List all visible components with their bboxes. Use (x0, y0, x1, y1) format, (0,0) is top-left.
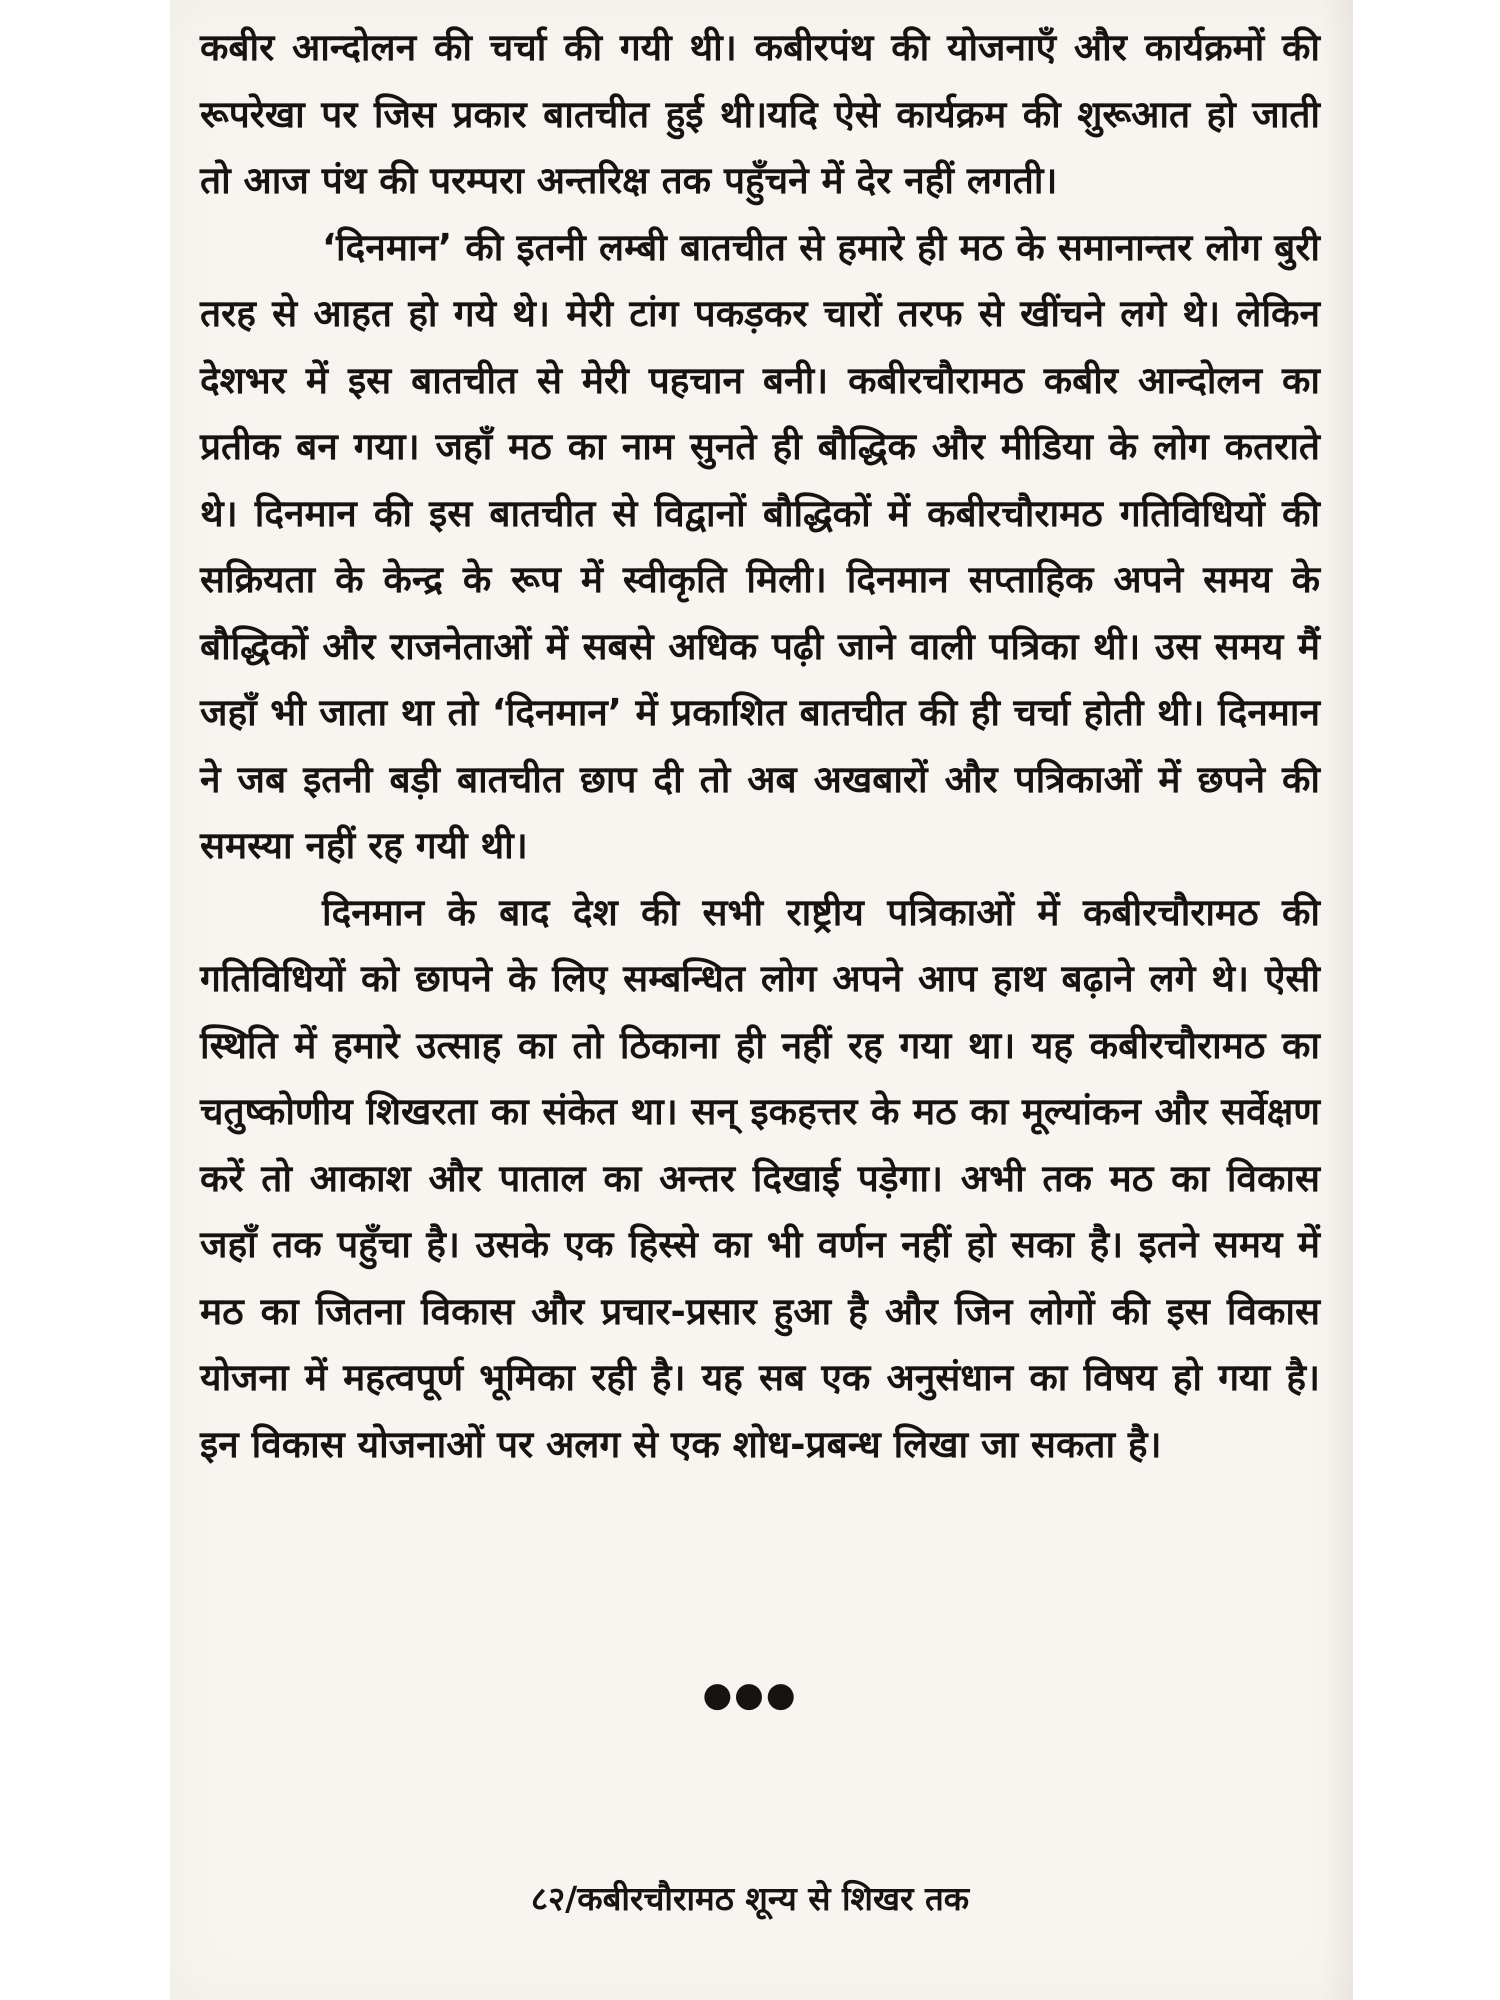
paragraph-3: दिनमान के बाद देश की सभी राष्ट्रीय पत्रिकाओं में कबीरचौरामठ की गतिविधियों को छापने के लिए सम्बन्धित लोग अपने आप हाथ बढ़ाने लगे थे। ऐसी स्थिति में हमारे उत्साह का तो ठिकाना ही नहीं रह गया था। यह कबीरचौरामठ का चतुष्कोणीय शिखरता का संकेत था। सन् इकहत्तर के मठ का मूल्यांकन और सर्वेक्षण करें तो आकाश और पाताल का अन्तर दिखाई पड़ेगा। अभी तक मठ का विकास जहाँ तक पहुँचा है। उसके एक हिस्से का भी वर्णन नहीं हो सका है। इतने समय में मठ का जितना विकास और प्रचार-प्रसार हुआ है और जिन लोगों की इस विकास योजना में महत्वपूर्ण भूमिका रही है। यह सब एक अनुसंधान का विषय हो गया है। इन विकास योजनाओं पर अलग से एक शोध-प्रबन्ध लिखा जा सकता है। (200, 890, 1320, 1466)
paragraph-2: ‘दिनमान’ की इतनी लम्बी बातचीत से हमारे ही मठ के समानान्तर लोग बुरी तरह से आहत हो गये थे। मेरी टांग पकड़कर चारों तरफ से खींचने लगे थे। लेकिन देशभर में इस बातचीत से मेरी पहचान बनी। कबीरचौरामठ कबीर आन्दोलन का प्रतीक बन गया। जहाँ मठ का नाम सुनते ही बौद्धिक और मीडिया के लोग कतराते थे। दिनमान की इस बातचीत से विद्वानों बौद्धिकों में कबीरचौरामठ गतिविधियों की सक्रियता के केन्द्र के रूप में स्वीकृति मिली। दिनमान सप्ताहिक अपने समय के बौद्धिकों और राजनेताओं में सबसे अधिक पढ़ी जाने वाली पत्रिका थी। उस समय मैं जहाँ भी जाता था तो ‘दिनमान’ में प्रकाशित बातचीत की ही चर्चा होती थी। दिनमान ने जब इतनी बड़ी बातचीत छाप दी तो अब अखबारों और पत्रिकाओं में छपने की समस्या नहीं रह गयी थी। (200, 225, 1320, 867)
paragraph-1: कबीर आन्दोलन की चर्चा की गयी थी। कबीरपंथ की योजनाएँ और कार्यक्रमों की रूपरेखा पर जिस प्रकार बातचीत हुई थी।यदि ऐसे कार्यक्रम की शुरूआत हो जाती तो आज पंथ की परम्परा अन्तरिक्ष तक पहुँचने में देर नहीं लगती। (200, 26, 1320, 202)
page-footer: ८२/कबीरचौरामठ शून्य से शिखर तक (530, 1879, 970, 1918)
body-text (200, 15, 1320, 1478)
section-end-ornament: ●●● (702, 1675, 798, 1715)
